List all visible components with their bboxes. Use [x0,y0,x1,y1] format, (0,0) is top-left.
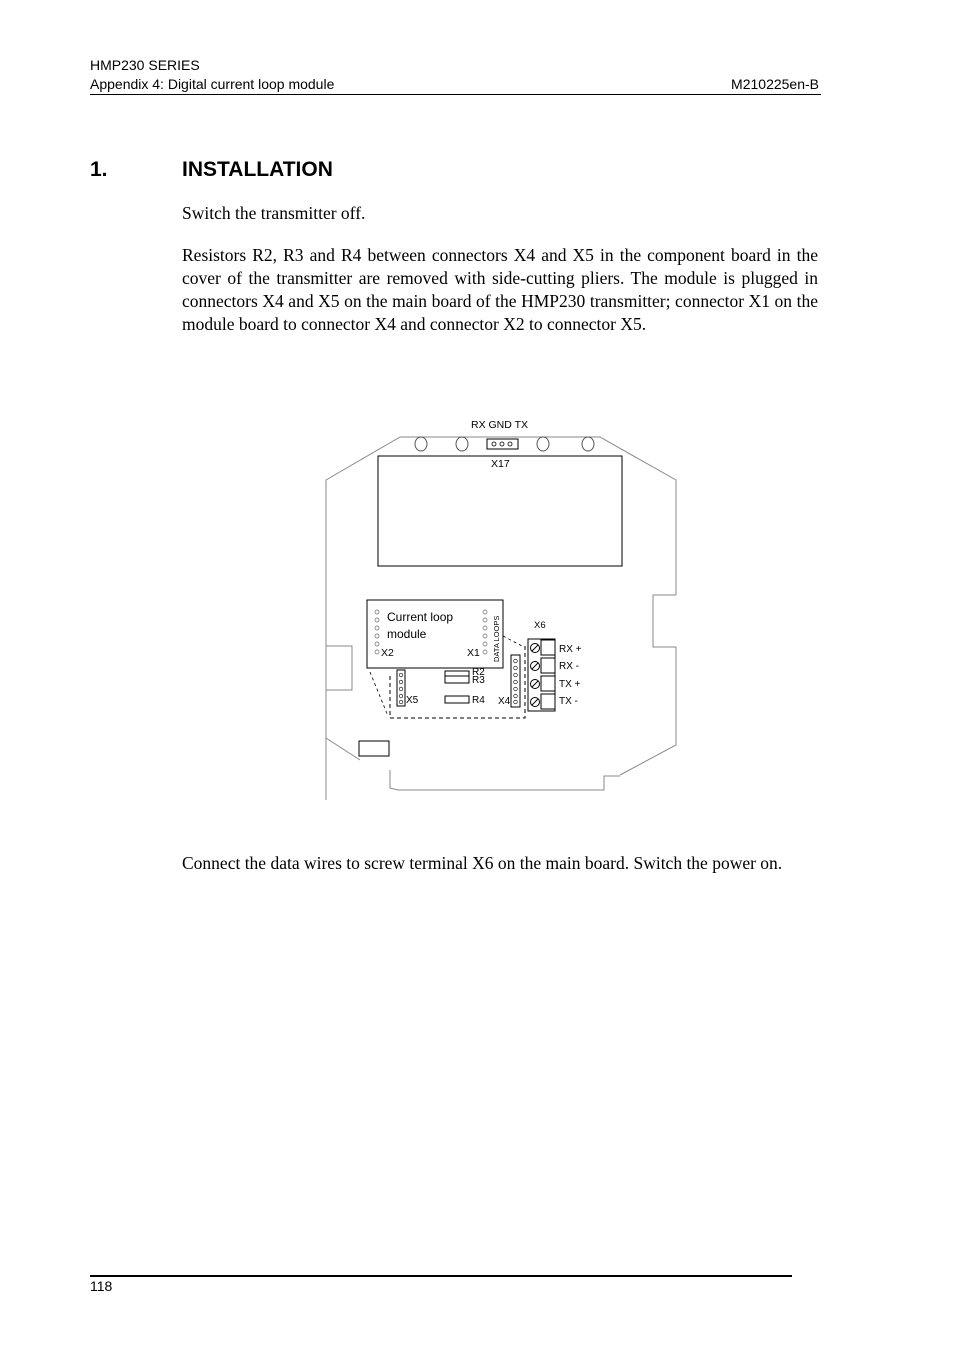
mounting-hole-1 [415,437,427,451]
x4-label: X4 [498,696,511,707]
resistor-r3 [445,676,469,683]
top-pins-label: RX GND TX [471,419,528,431]
x6-label: X6 [534,620,546,631]
mounting-hole-3 [537,437,549,451]
header-appendix: Appendix 4: Digital current loop module [90,76,335,92]
x17-pin [500,442,504,446]
x4-pin [514,687,518,691]
x5-pin [399,694,403,698]
x5-pin [399,680,403,684]
x6-cell [541,640,555,655]
section-number: 1. [90,158,108,181]
r3-label: R3 [472,675,485,686]
x4-pin [514,700,518,704]
header-doc-code: M210225en-B [731,76,819,92]
x4-pin [514,673,518,677]
footprint-guide [503,636,522,646]
resistor-r4 [445,696,469,703]
tx-minus-label: TX - [559,696,578,707]
section-title: INSTALLATION [182,158,333,181]
page-number: 118 [90,1278,113,1294]
board-outline-left-bottom [326,738,360,760]
paragraph-2: Resistors R2, R3 and R4 between connectors X4 and X5 in the component board in the cover of the transmitter are removed with side-cutting pliers. The module is plugged in connectors X4 and X5 on the main board of the HMP230 transmitter; connector X1 on the module board to connector X4 and connector X2 to connector X5. [182,245,818,334]
x5-pin [399,687,403,691]
x6-screw-slot [532,663,538,669]
rx-minus-label: RX - [559,661,579,672]
x4-pin [514,694,518,698]
x17-pin [508,442,512,446]
x4-pin [514,659,518,663]
footprint-guide [370,672,388,716]
r4-label: R4 [472,695,485,706]
header-rule [90,94,821,95]
x5-label: X5 [406,695,419,706]
x5-connector [397,670,405,706]
x6-screw-slot [532,681,538,687]
footer-rule [90,1275,792,1277]
x5-pin [399,700,403,704]
small-component [359,741,389,756]
x6-screw-slot [532,645,538,651]
x5-pin [399,673,403,677]
x4-pin [514,666,518,670]
board-outline-bottom [390,770,620,790]
x6-screw-slot [532,699,538,705]
board-notch-left [326,646,352,690]
x4-pin [514,680,518,684]
data-loops-label: DATA LOOPS [492,615,501,662]
x1-label: X1 [467,647,480,659]
module-label-line2: module [387,627,427,641]
mounting-hole-2 [456,437,468,451]
x17-pin [492,442,496,446]
mounting-hole-4 [582,437,594,451]
module-label-line1: Current loop [387,610,454,624]
display-window [378,456,622,566]
x6-cell [541,676,555,691]
rx-plus-label: RX + [559,644,582,655]
header-series: HMP230 SERIES [90,57,200,73]
paragraph-3: Connect the data wires to screw terminal X6 on the main board. Switch the power on. [182,853,783,873]
x2-label: X2 [381,647,394,659]
paragraph-1: Switch the transmitter off. [182,203,366,223]
circuit-board-diagram [300,410,700,800]
x6-cell [541,658,555,673]
r2-label: R2 [472,667,485,678]
x6-cell [541,694,555,709]
x17-label: X17 [491,458,510,470]
board-outline-right [620,595,676,775]
tx-plus-label: TX + [559,679,581,690]
